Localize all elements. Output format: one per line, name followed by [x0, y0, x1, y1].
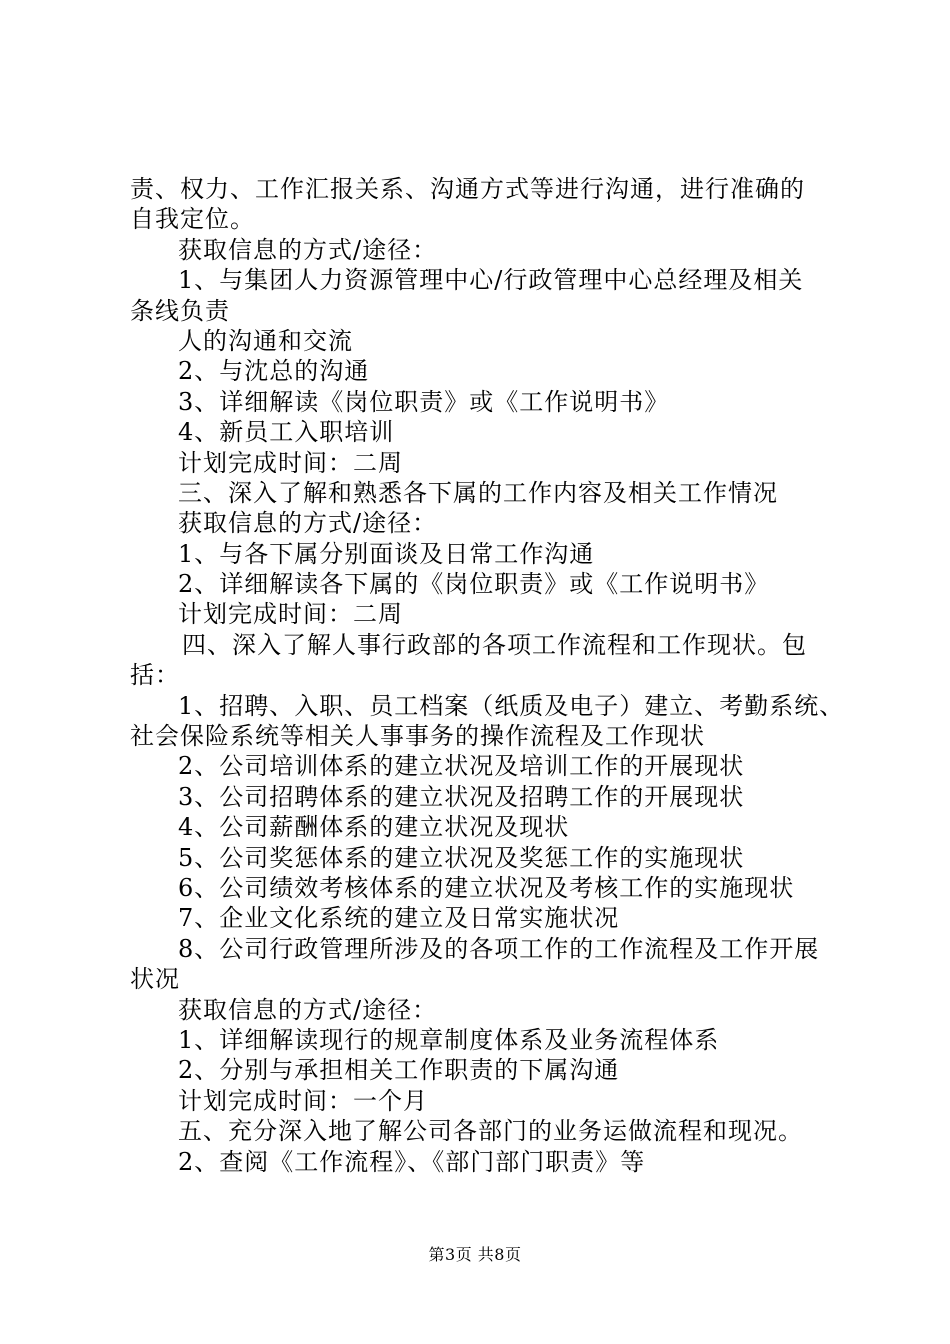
text-line: 1、详细解读现行的规章制度体系及业务流程体系 [178, 1025, 720, 1054]
text-line: 8、公司行政管理所涉及的各项工作的工作流程及工作开展 [178, 934, 820, 963]
text-line: 2、与沈总的沟通 [178, 357, 370, 386]
text-line: 人的沟通和交流 [178, 326, 353, 355]
text-line: 7、企业文化系统的建立及日常实施状况 [178, 904, 620, 933]
text-line: 5、公司奖惩体系的建立状况及奖惩工作的实施现状 [178, 843, 745, 872]
text-line: 1、招聘、入职、员工档案（纸质及电子）建立、考勤系统、 [178, 691, 845, 720]
text-line: 条线负责 [130, 296, 230, 325]
section-heading: 四、深入了解人事行政部的各项工作流程和工作现状。包 [182, 630, 807, 659]
text-line: 4、公司薪酬体系的建立状况及现状 [178, 813, 570, 842]
text-line: 3、公司招聘体系的建立状况及招聘工作的开展现状 [178, 782, 745, 811]
page-number-footer: 第3页 共8页 [428, 1245, 522, 1264]
text-line: 自我定位。 [130, 205, 255, 234]
text-line: 1、与集团人力资源管理中心/行政管理中心总经理及相关 [178, 266, 804, 295]
text-line: 责、权力、工作汇报关系、沟通方式等进行沟通，进行准确的 [130, 175, 805, 203]
text-line: 获取信息的方式/途径： [178, 509, 438, 538]
text-line: 3、详细解读《岗位职责》或《工作说明书》 [178, 387, 670, 416]
text-line: 计划完成时间：二周 [178, 600, 403, 629]
text-line: 1、与各下属分别面谈及日常工作沟通 [178, 539, 595, 568]
text-line: 获取信息的方式/途径： [178, 235, 438, 264]
text-line: 社会保险系统等相关人事事务的操作流程及工作现状 [130, 722, 705, 751]
text-line: 计划完成时间：二周 [178, 448, 403, 477]
text-line: 括： [130, 661, 180, 690]
section-heading: 三、深入了解和熟悉各下属的工作内容及相关工作情况 [178, 478, 778, 507]
text-line: 4、新员工入职培训 [178, 418, 395, 447]
section-heading: 五、充分深入地了解公司各部门的业务运做流程和现况。 [178, 1117, 803, 1146]
text-line: 获取信息的方式/途径： [178, 995, 438, 1024]
text-line: 状况 [130, 965, 180, 994]
text-line: 2、分别与承担相关工作职责的下属沟通 [178, 1056, 620, 1085]
text-line: 2、公司培训体系的建立状况及培训工作的开展现状 [178, 752, 745, 781]
text-line: 6、公司绩效考核体系的建立状况及考核工作的实施现状 [178, 873, 795, 902]
text-line: 计划完成时间：一个月 [178, 1086, 428, 1115]
text-line: 2、查阅《工作流程》、《部门部门职责》等 [178, 1147, 646, 1176]
text-line: 2、详细解读各下属的《岗位职责》或《工作说明书》 [178, 570, 770, 599]
document-body [130, 174, 845, 1177]
